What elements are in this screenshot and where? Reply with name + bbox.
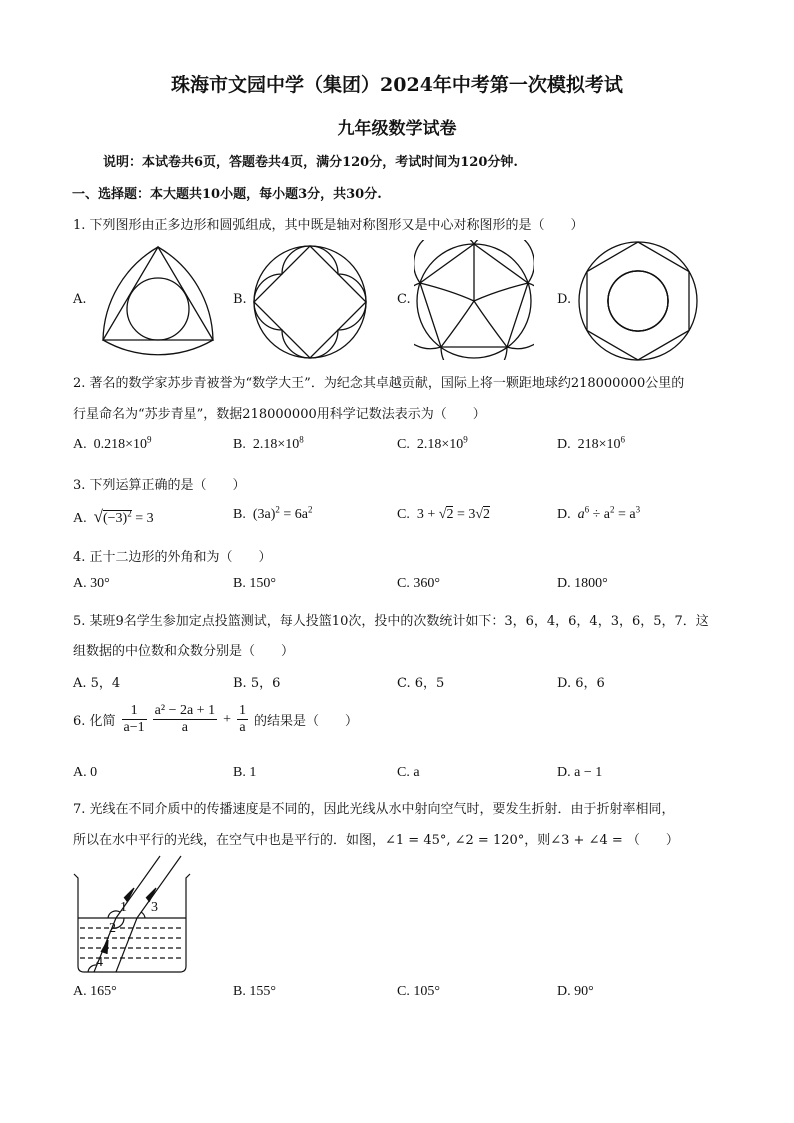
q3-option-c: C. 3 + √2 = 3√2 xyxy=(397,507,491,522)
exam-subtitle: 九年级数学试卷 xyxy=(337,119,457,139)
q1-figure-a xyxy=(86,240,232,368)
q7-angle-1-label: 1 xyxy=(120,900,127,915)
exam-title: 珠海市文园中学（集团）2024年中考第一次模拟考试 xyxy=(171,74,623,96)
q6-fraction-2: $\frac{\text{a² − 2a + 1}}{a}$ xyxy=(154,703,216,735)
q5-option-d: D. 6，6 xyxy=(557,676,605,691)
q5-line1: 5. 某班9名学生参加定点投篮测试，每人投篮10次，投中的次数统计如下：3，6，4，6，4，3，6，5，7．这 xyxy=(73,614,709,629)
q7-option-d: D. 90° xyxy=(557,984,594,999)
q5-option-b: B. 5，6 xyxy=(233,676,281,691)
q3-option-d: D. $a^6 \div a^2 = a^3$ xyxy=(557,504,641,522)
q7-option-c: C. 105° xyxy=(397,984,440,999)
instructions: 说明：本试卷共6页，答题卷共4页，满分120分，考试时间为120分钟. xyxy=(103,155,518,170)
q1-figure-c xyxy=(414,240,534,360)
section-heading: 一、选择题：本大题共10小题，每小题3分，共30分. xyxy=(72,187,382,202)
q4-stem: 4. 正十二边形的外角和为（ ） xyxy=(73,550,272,565)
q1-option-c-label: C. xyxy=(397,292,411,307)
q6-option-c: C. a xyxy=(397,765,420,780)
q4-option-c: C. 360° xyxy=(397,576,440,591)
q5-line2: 组数据的中位数和众数分别是（ ） xyxy=(73,644,295,659)
q7-beaker-figure xyxy=(70,852,196,976)
q1-option-d-label: D. xyxy=(557,292,572,307)
q6-stem: 6. 化简 $\frac{1}{a-1}$ $\frac{\text{a² − 2a + 1}}{a}$ + $\frac{1}{a}$ 的结果是（ ） xyxy=(73,703,358,735)
q7-option-b: B. 155° xyxy=(233,984,276,999)
q2-line2: 行星命名为“苏步青星”，数据218000000用科学记数法表示为（ ） xyxy=(73,407,486,422)
q2-line1: 2. 著名的数学家苏步青被誉为“数学大王”．为纪念其卓越贡献，国际上将一颗距地球约218000000公里的 xyxy=(73,376,685,391)
q1-option-b-label: B. xyxy=(233,292,247,307)
q6-option-d: D. a − 1 xyxy=(557,765,603,780)
q6-option-a: A. 0 xyxy=(73,765,98,780)
q2-option-d: D. $218\times 10^6$ xyxy=(557,434,626,452)
q1-stem: 1. 下列图形由正多边形和圆弧组成，其中既是轴对称图形又是中心对称图形的是（ ） xyxy=(73,218,584,233)
q7-option-a: A. 165° xyxy=(73,984,117,999)
q1-option-a-label: A. xyxy=(73,292,87,307)
q3-option-a: A. $√(-3)^2 = 3$ xyxy=(73,507,154,526)
q4-option-a: A. 30° xyxy=(73,576,110,591)
q4-option-d: D. 1800° xyxy=(557,576,608,591)
q1-figure-d xyxy=(576,240,700,364)
q7-angle-3-label: 3 xyxy=(151,900,158,915)
q6-fraction-1: $\frac{1}{a-1}$ xyxy=(123,703,145,735)
q6-fraction-3: $\frac{1}{a}$ xyxy=(238,703,246,735)
q7-line1: 7. 光线在不同介质中的传播速度是不同的，因此光线从水中射向空气时，要发生折射．由于折射率相同， xyxy=(73,802,675,817)
q7-line2: 所以在水中平行的光线，在空气中也是平行的．如图，∠1 = 45°, ∠2 = 120°，则∠3 + ∠4 = （ ） xyxy=(73,833,679,848)
q7-angle-4-label: 4 xyxy=(96,955,103,970)
q2-option-a: A. $0.218\times 10^9$ xyxy=(73,434,152,452)
q2-option-b: B. $2.18\times 10^8$ xyxy=(233,434,304,452)
q4-option-b: B. 150° xyxy=(233,576,276,591)
q3-stem: 3. 下列运算正确的是（ ） xyxy=(73,478,246,493)
q3-option-b: B. $(3a)^2 = 6a^2$ xyxy=(233,504,313,522)
q5-option-a: A. 5，4 xyxy=(73,676,121,691)
q7-angle-2-label: 2 xyxy=(109,921,116,936)
q1-figure-b xyxy=(252,244,368,360)
q2-option-c: C. $2.18\times 10^9$ xyxy=(397,434,468,452)
q5-option-c: C. 6，5 xyxy=(397,676,445,691)
q6-option-b: B. 1 xyxy=(233,765,257,780)
